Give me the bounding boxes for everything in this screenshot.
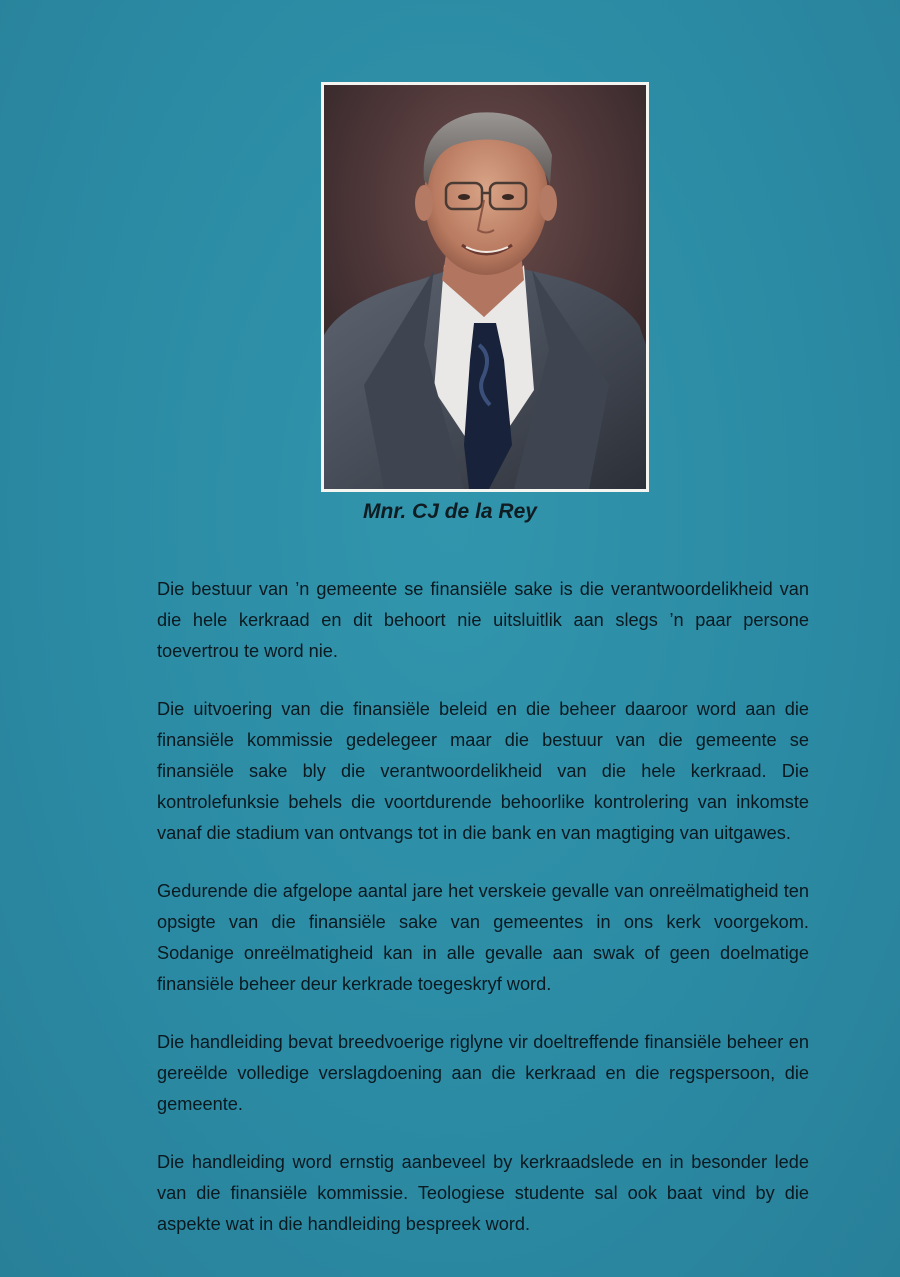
portrait-frame — [321, 82, 649, 492]
portrait-caption: Mnr. CJ de la Rey — [363, 500, 537, 523]
paragraph: Die uitvoering van die finansiële beleid en die beheer daaroor word aan die finansiële kommissie gedelegeer maar die bestuur van die gemeente se finansiële sake bly die verantwoordelikheid van die hele kerkraad. Die kontrolefunksie behels die voortdurende behoorlike kontrolering van inkomste vanaf die stadium van ontvangs tot in die bank en van magtiging van uitgawes. — [157, 699, 809, 843]
body-text — [157, 574, 809, 1267]
paragraph: Die bestuur van ’n gemeente se finansiële sake is die verantwoordelikheid van die hele kerkraad en dit behoort nie uitsluitlik aan slegs ’n paar persone toevertrou te word nie. — [157, 579, 809, 661]
paragraph: Die handleiding word ernstig aanbeveel by kerkraadslede en in besonder lede van die finansiële kommissie. Teologiese studente sal ook baat vind by die aspekte wat in die handleiding bespreek word. — [157, 1152, 809, 1234]
portrait-photo — [324, 85, 646, 489]
paragraph: Die handleiding bevat breedvoerige riglyne vir doeltreffende finansiële beheer en gereëlde volledige verslagdoening aan die kerkraad en die regspersoon, die gemeente. — [157, 1032, 809, 1114]
paragraph: Gedurende die afgelope aantal jare het verskeie gevalle van onreëlmatigheid ten opsigte van die finansiële sake van gemeentes in ons kerk voorgekom. Sodanige onreëlmatigheid kan in alle gevalle aan swak of geen doelmatige finansiële beheer deur kerkrade toegeskryf word. — [157, 881, 809, 994]
